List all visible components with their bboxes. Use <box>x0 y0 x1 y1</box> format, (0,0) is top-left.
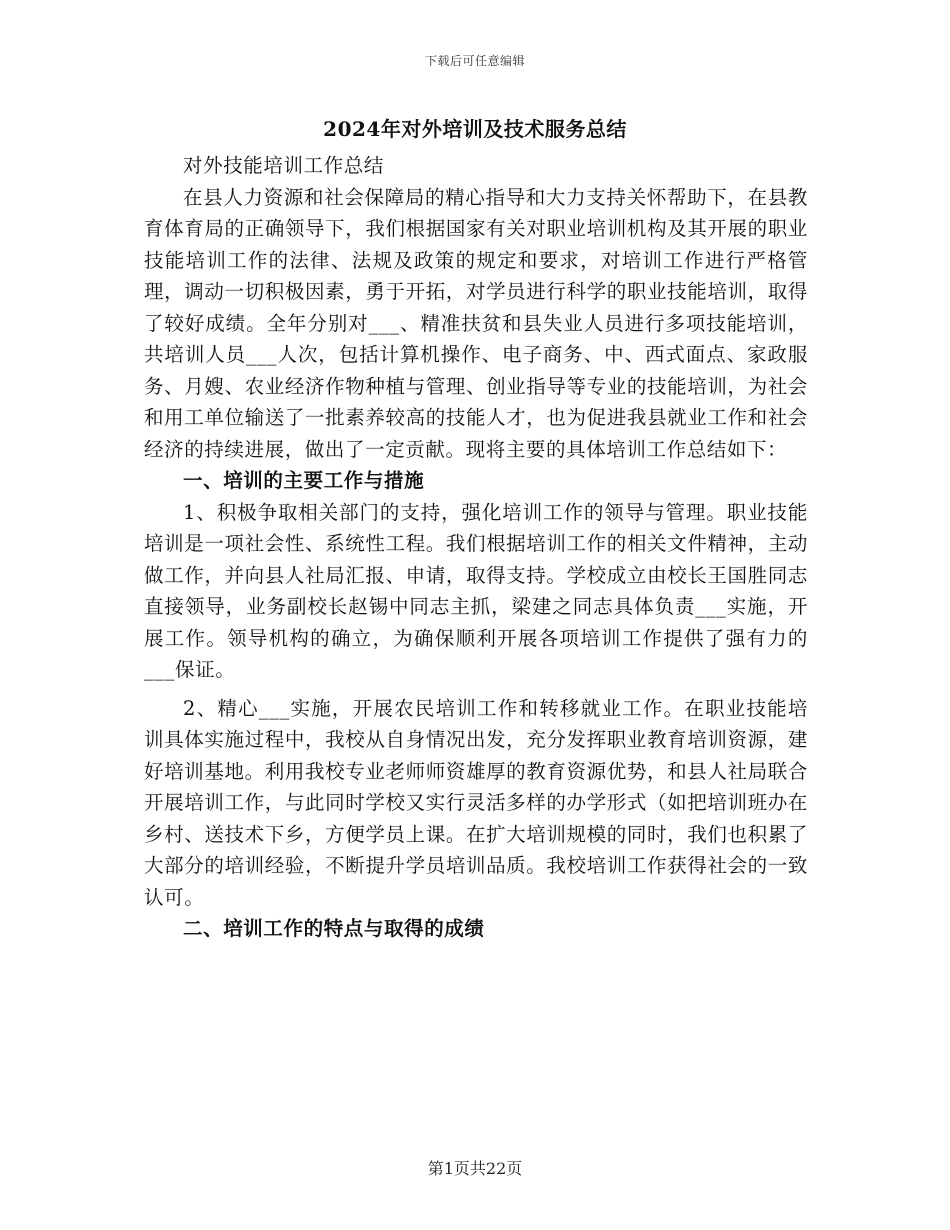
section-1-heading: 一、培训的主要工作与措施 <box>183 469 425 492</box>
document-title: 2024年对外培训及技术服务总结 <box>323 117 627 141</box>
intro-paragraph: 在县人力资源和社会保障局的精心指导和大力支持关怀帮助下，在县教育体育局的正确领导下，我们根据国家有关对职业培训机构及其开展的职业技能培训工作的法律、法规及政策的规定和要求，对培训工作进行严格管理，调动一切积极因素，勇于开拓，对学员进行科学的职业技能培训，取得了较好成绩。全年分别对___、精准扶贫和县失业人员进行多项技能培训，共培训人员___人次，包括计算机操作、电子商务、中、西式面点、家政服务、月嫂、农业经济作物种植与管理、创业指导等专业的技能培训，为社会和用工单位输送了一批素养较高的技能人才，也为促进我县就业工作和社会经济的持续进展，做出了一定贡献。现将主要的具体培训工作总结如下： <box>144 185 808 461</box>
subtitle: 对外技能培训工作总结 <box>183 154 385 177</box>
header-note: 下载后可任意编辑 <box>424 54 525 68</box>
section-1-paragraph-2: 2、精心___实施，开展农民培训工作和转移就业工作。在职业技能培训具体实施过程中，我校从自身情况出发，充分发挥职业教育培训资源，建好培训基地。利用我校专业老师师资雄厚的教育资源优势，和县人社局联合开展培训工作，与此同时学校又实行灵活多样的办学形式（如把培训班办在乡村、送技术下乡，方便学员上课。在扩大培训规模的同时，我们也积累了大部分的培训经验，不断提升学员培训品质。我校培训工作获得社会的一致认可。 <box>144 696 808 909</box>
page-footer: 第1页共22页 <box>427 1159 523 1178</box>
section-1-paragraph-1: 1、积极争取相关部门的支持，强化培训工作的领导与管理。职业技能培训是一项社会性、系统性工程。我们根据培训工作的相关文件精神，主动做工作，并向县人社局汇报、申请，取得支持。学校成立由校长王国胜同志直接领导，业务副校长赵锡中同志主抓，梁建之同志具体负责___实施，开展工作。领导机构的确立，为确保顺利开展各项培训工作提供了强有力的___保证。 <box>144 500 808 681</box>
section-2-heading: 二、培训工作的特点与取得的成绩 <box>183 917 485 940</box>
document-body <box>144 150 808 945</box>
